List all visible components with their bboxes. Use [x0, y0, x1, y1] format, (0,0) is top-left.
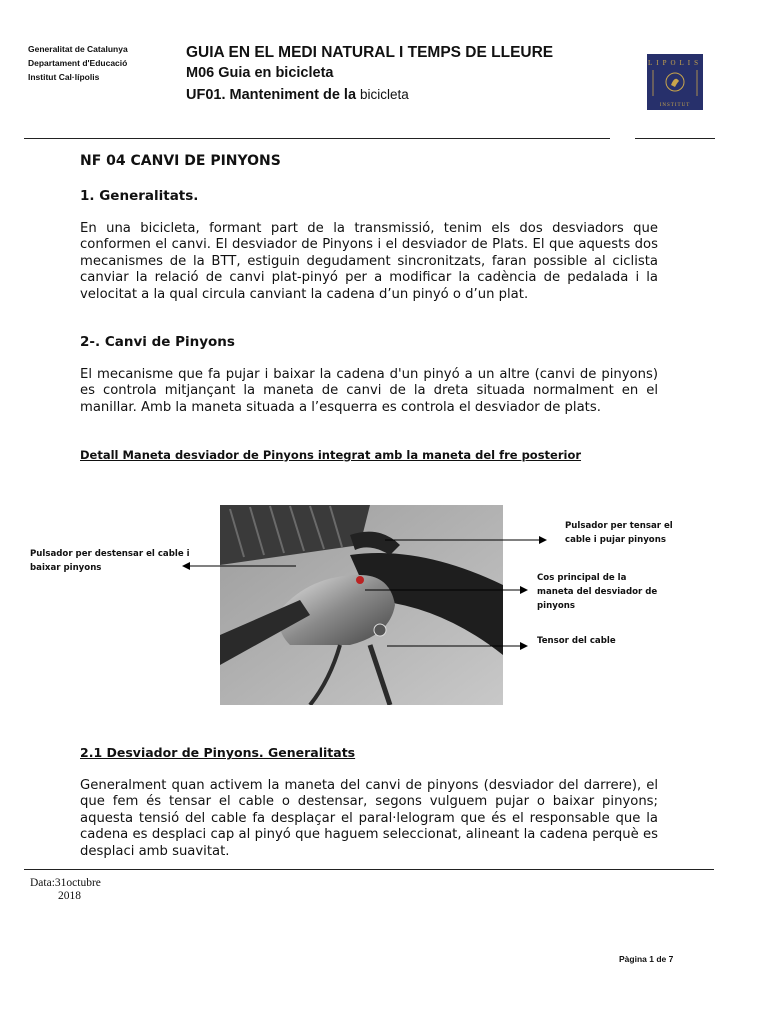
unit-title-normal: bicicleta: [360, 87, 409, 102]
logo-emblem-icon: [647, 54, 703, 110]
document-header: [186, 42, 553, 106]
shifter-photo: [220, 505, 503, 705]
callout-release-button: [30, 547, 190, 575]
callout-line: baixar pinyons: [30, 563, 102, 573]
callout-line: maneta del desviador de: [537, 587, 658, 597]
date-line-1: Data:31octubre: [30, 877, 101, 889]
org-line-departament: Departament d'Educació: [28, 58, 128, 68]
callout-line: cable i pujar pinyons: [565, 535, 666, 545]
shifter-lever-image: [220, 505, 503, 705]
course-title: GUIA EN EL MEDI NATURAL I TEMPS DE LLEURE: [186, 44, 554, 61]
org-line-generalitat: Generalitat de Catalunya: [28, 44, 128, 54]
section-2-title: 2-. Canvi de Pinyons: [80, 334, 235, 350]
footer-divider: [24, 869, 714, 870]
svg-text:INSTITUT: INSTITUT: [659, 103, 691, 108]
school-logo: [647, 54, 703, 110]
module-title: M06 Guia en bicicleta: [186, 65, 334, 81]
callout-line: Tensor del cable: [537, 636, 616, 646]
callout-tension-button: [565, 519, 673, 547]
org-line-institut: Institut Cal·lípolis: [28, 72, 100, 82]
organization-block: [28, 42, 128, 84]
callout-line: Pulsador per tensar el: [565, 521, 673, 531]
main-title: NF 04 CANVI DE PINYONS: [80, 153, 281, 169]
section-1-title: 1. Generalitats.: [80, 188, 199, 204]
callout-cable-tensioner: [537, 634, 616, 648]
section-2-1-title: 2.1 Desviador de Pinyons. Generalitats: [80, 745, 356, 760]
callout-main-body: [537, 571, 657, 613]
header-divider-left: [24, 138, 610, 139]
document-date: [30, 877, 101, 903]
callout-line: Cos principal de la: [537, 573, 627, 583]
header-divider-right: [635, 138, 715, 139]
unit-title-bold: UF01. Manteniment de la: [186, 87, 357, 103]
section-2-1-paragraph: Generalment quan activem la maneta del canvi de pinyons (desviador del darrere), el que fem és tensar el cable o destensar, segons vulguem pujar o baixar pinyons; aquesta tensió del cable fa desplaçar el paral·lelogram que és el responsable que la cadena es desplaci cap al pinyó que haguem seleccionat, alineant la cadena perquè es desplaci amb suavitat.: [80, 778, 658, 859]
section-2-paragraph: El mecanisme que fa pujar i baixar la cadena d'un pinyó a un altre (canvi de pinyons) es controla mitjançant la maneta de canvi de la dreta situada normalment en el manillar. Amb la maneta situada a l’esquerra es controla el desviador de plats.: [80, 367, 658, 415]
section-1-paragraph: En una bicicleta, formant part de la transmissió, tenim els dos desviadors que conformen el canvi. El desviador de Pinyons i el desviador de Plats. El que aquests dos mecanismes de la BTT, estiguin degudament sincronitzats, faran possible al ciclista canviar la relació de canvi plat-pinyó per a modificar la cadència de pedalada i la velocitat a la qual circula canviant la cadena d’un pinyó o d’un plat.: [80, 221, 658, 302]
svg-text:LIPOLIS: LIPOLIS: [647, 59, 703, 67]
date-line-2: 2018: [58, 890, 81, 902]
callout-line: pinyons: [537, 601, 575, 611]
unit-title: [186, 84, 553, 106]
page-number: Pàgina 1 de 7: [619, 954, 674, 964]
callout-line: Pulsador per destensar el cable i: [30, 549, 190, 559]
figure-heading: Detall Maneta desviador de Pinyons integrat amb la maneta del fre posterior: [80, 448, 582, 462]
